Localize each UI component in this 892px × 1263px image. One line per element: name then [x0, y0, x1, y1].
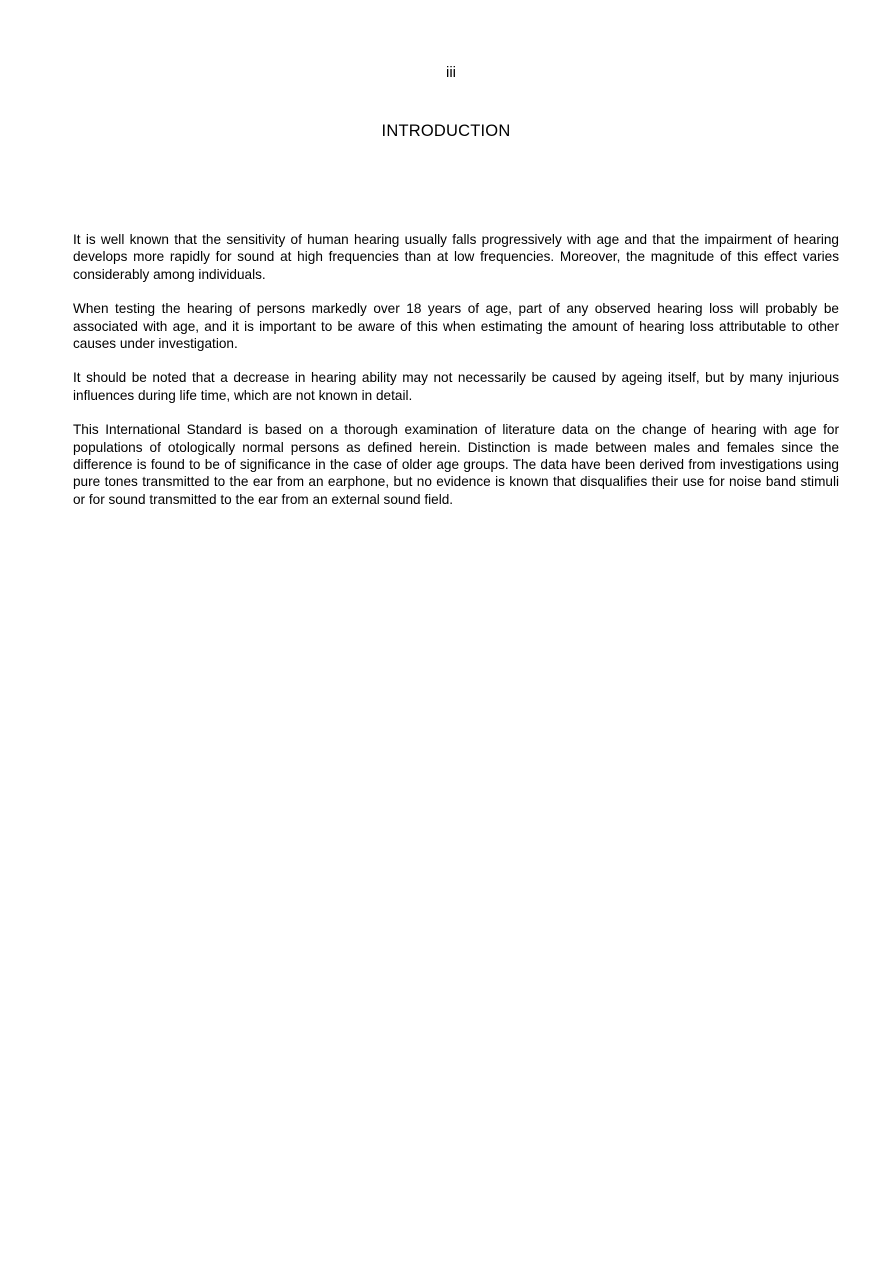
paragraph-4: This International Standard is based on a thorough examination of literature data on the change of hearing with age for populations of otologically normal persons as defined herein. Distinction is made between males and females since the difference is found to be of significance in the case of older age groups. The data have been derived from investigations using pure tones transmitted to the ear from an earphone, but no evidence is known that disqualifies their use for noise band stimuli or for sound transmitted to the ear from an external sound field. [73, 422, 839, 507]
section-heading: INTRODUCTION [381, 122, 511, 140]
paragraph-2: When testing the hearing of persons markedly over 18 years of age, part of any observed hearing loss will probably be associated with age, and it is important to be aware of this when estimating the amount of hearing loss attributable to other causes under investigation. [73, 301, 839, 352]
page-number: iii [446, 64, 456, 81]
paragraph-1: It is well known that the sensitivity of human hearing usually falls progressively with age and that the impairment of hearing develops more rapidly for sound at high frequencies than at low frequencies. Moreover, the magnitude of this effect varies considerably among individuals. [73, 232, 839, 282]
paragraph-3: It should be noted that a decrease in hearing ability may not necessarily be caused by ageing itself, but by many injurious influences during life time, which are not known in detail. [73, 370, 839, 403]
body-text [73, 231, 839, 525]
